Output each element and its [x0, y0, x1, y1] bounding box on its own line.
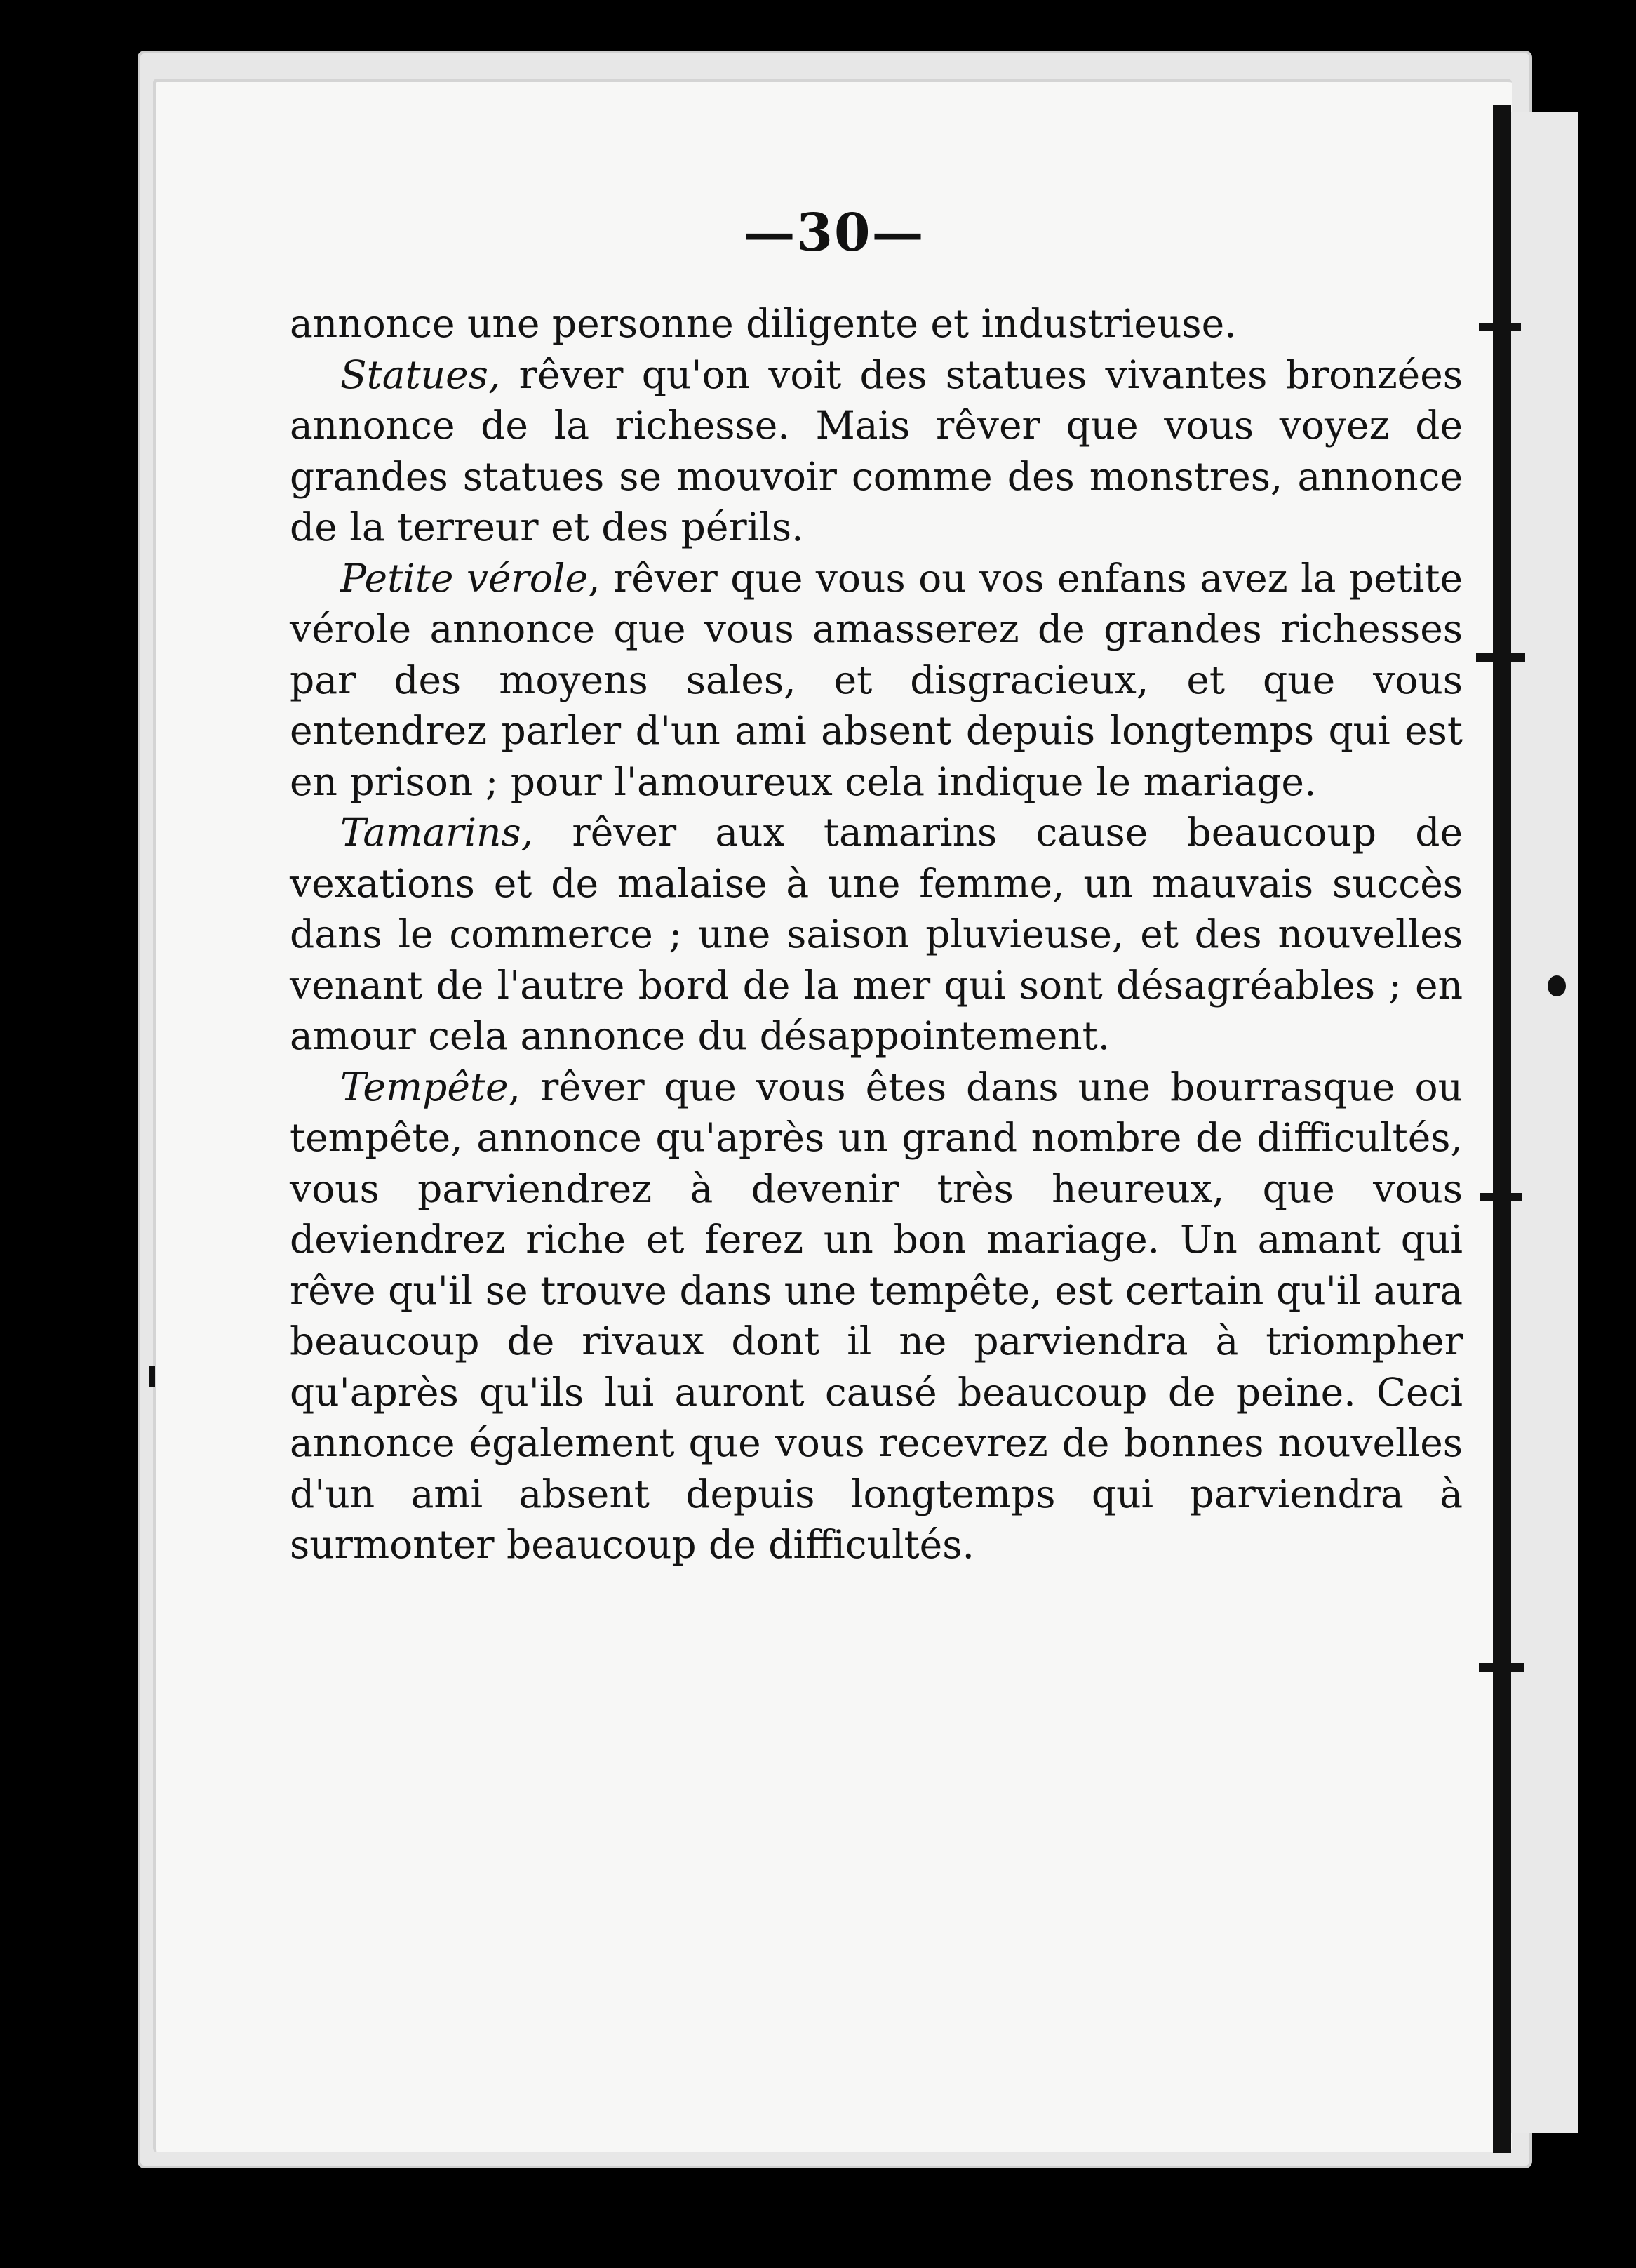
page-number: —30— [743, 203, 925, 263]
binding-mark [1476, 653, 1525, 662]
entry-text: , rêver que vous ou vos enfans avez la petite vérole annonce que vous amasserez de grandes richesses par des moyens sales, et disgracieux, et que vous entendrez parler d'un ami absent depuis longtemps qui est en prison ; pour l'amoureux cela indique le mariage. [290, 555, 1463, 804]
entry-petite-verole [290, 553, 1463, 808]
binding-mark [1479, 1663, 1524, 1672]
entry-tempete [290, 1062, 1463, 1570]
entry-statues [290, 349, 1463, 553]
entry-term: Tempête [340, 1064, 509, 1109]
ink-speck [149, 1366, 155, 1387]
entry-text: , rêver que vous êtes dans une bourrasque ou tempête, annonce qu'après un grand nombre de difficultés, vous parviendrez à devenir très heureux, que vous deviendrez riche et ferez un bon mariage. Un amant qui rêve qu'il se trouve dans une tempête, est certain qu'il aura beaucoup de rivaux dont il ne parviendra à triompher qu'après qu'ils lui auront causé beaucoup de peine. Ceci annonce également que vous recevrez de bonnes nouvelles d'un ami absent depuis longtemps qui parviendra à surmonter beaucoup de difficultés. [290, 1064, 1463, 1567]
paragraph-text: annonce une personne diligente et industrieuse. [290, 301, 1237, 346]
ink-speck [1548, 975, 1566, 996]
paragraph-continuation [290, 298, 1463, 349]
facing-page-edge [1511, 112, 1578, 2133]
entry-term: Tamarins, [340, 810, 534, 855]
binding-mark [1479, 323, 1521, 331]
entry-tamarins [290, 807, 1463, 1062]
book-page [153, 79, 1512, 2152]
body-text [290, 298, 1463, 1570]
entry-term: Statues, [340, 352, 501, 397]
binding-gutter [1493, 105, 1511, 2153]
entry-text: rêver aux tamarins cause beaucoup de vexations et de malaise à une femme, un mauvais succès dans le commerce ; une saison pluvieuse, et des nouvelles venant de l'autre bord de la mer qui sont désagréables ; en amour cela annonce du désappointement. [290, 810, 1463, 1058]
binding-mark [1480, 1193, 1522, 1201]
entry-term: Petite vérole [340, 555, 589, 601]
entry-text: rêver qu'on voit des statues vivantes bronzées annonce de la richesse. Mais rêver que vous voyez de grandes statues se mouvoir comme des monstres, annonce de la terreur et des périls. [290, 352, 1463, 549]
